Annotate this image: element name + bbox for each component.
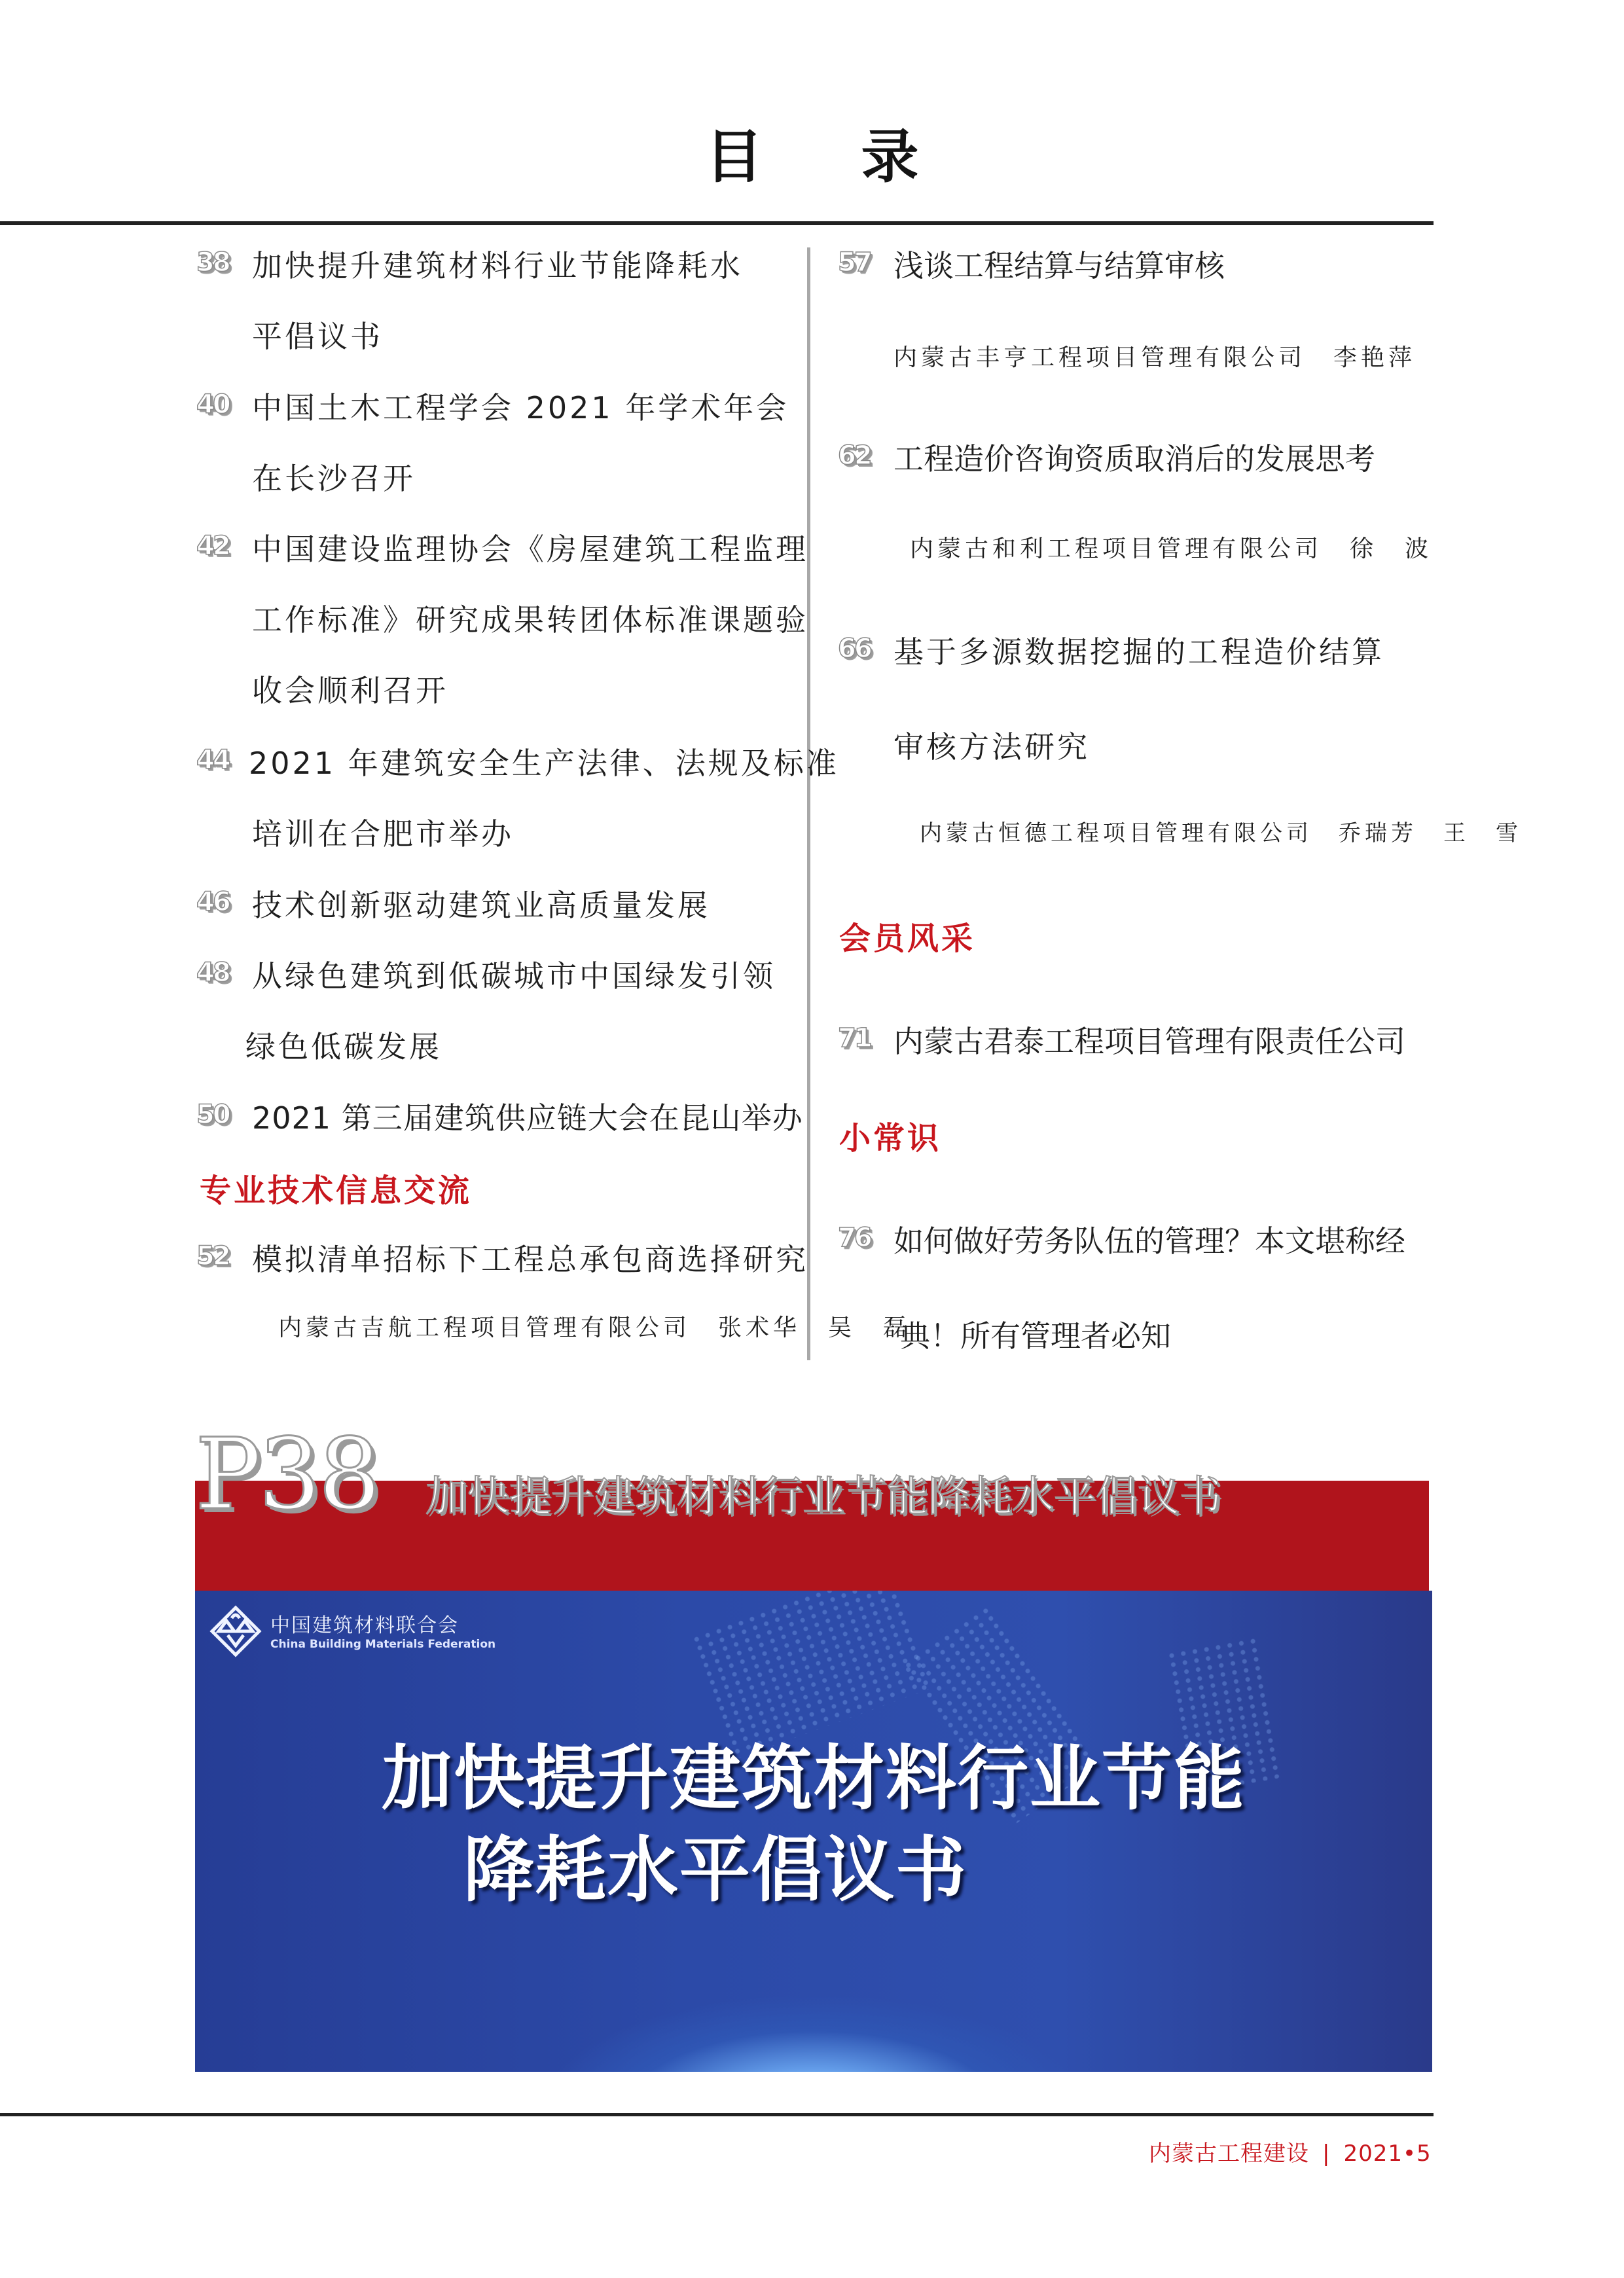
publication-name: 内蒙古工程建设 — [1149, 2141, 1309, 2167]
entry-title-line: 2021 第三届建筑供应链大会在昆山举办 — [252, 1100, 803, 1136]
federation-name-cn: 中国建筑材料联合会 — [270, 1614, 459, 1637]
entry-title-line: 内蒙古君泰工程项目管理有限责任公司 — [893, 1024, 1405, 1059]
section-heading-tips: 小常识 — [839, 1120, 942, 1157]
page-number: 71 — [838, 1023, 871, 1053]
page-number: 44 — [196, 745, 229, 775]
section-heading-members: 会员风采 — [839, 920, 976, 957]
entry-title-line: 浅谈工程结算与结算审核 — [893, 248, 1225, 283]
entry-author: 内蒙古丰亨工程项目管理有限公司 李艳萍 — [893, 344, 1416, 371]
entry-title-line: 典！所有管理者必知 — [900, 1318, 1171, 1354]
page-number: 40 — [196, 389, 229, 420]
section-heading-tech: 专业技术信息交流 — [200, 1172, 473, 1209]
page-number: 57 — [838, 247, 871, 278]
footer — [1149, 2135, 1432, 2167]
federation-name-en: China Building Materials Federation — [270, 1638, 496, 1651]
entry-title-line: 平倡议书 — [252, 319, 383, 354]
entry-title-line: 审核方法研究 — [893, 729, 1090, 765]
image-headline-line: 降耗水平倡议书 — [463, 1829, 967, 1911]
feature-image[interactable] — [195, 1591, 1432, 2072]
page-number: 66 — [838, 634, 871, 664]
page-number: 76 — [838, 1223, 871, 1253]
feature-title[interactable]: 加快提升建筑材料行业节能降耗水平倡议书 — [425, 1473, 1221, 1521]
page-number: 38 — [196, 247, 229, 278]
entry-title-line: 加快提升建筑材料行业节能降耗水 — [252, 248, 743, 283]
entry-author: 内蒙古和利工程项目管理有限公司 徐 波 — [910, 535, 1433, 562]
entry-title-line: 绿色低碳发展 — [245, 1029, 442, 1064]
issue-number: 2021•5 — [1343, 2141, 1432, 2167]
entry-title-line: 收会顺利召开 — [252, 673, 448, 708]
footer-separator: | — [1322, 2141, 1331, 2167]
entry-author: 内蒙古恒德工程项目管理有限公司 乔瑞芳 王 雪 — [920, 820, 1522, 846]
entry-title-line: 中国土木工程学会 2021 年学术年会 — [252, 390, 789, 425]
column-divider — [807, 247, 810, 1360]
entry-title-line: 如何做好劳务队伍的管理？本文堪称经 — [893, 1223, 1405, 1259]
entry-title-line: 从绿色建筑到低碳城市中国绿发引领 — [252, 958, 776, 994]
entry-title-line: 基于多源数据挖掘的工程造价结算 — [893, 634, 1384, 670]
entry-title-line: 在长沙召开 — [252, 461, 416, 496]
entry-author: 内蒙古吉航工程项目管理有限公司 张术华 吴 磊 — [278, 1314, 911, 1341]
entry-title-line: 工程造价咨询资质取消后的发展思考 — [893, 441, 1375, 477]
page-number: 46 — [196, 887, 229, 917]
page-number: 42 — [196, 531, 229, 561]
page-title: 目录 — [705, 122, 1017, 190]
page-number: 50 — [196, 1100, 229, 1130]
page-number: 62 — [838, 441, 871, 471]
entry-title-line: 模拟清单招标下工程总承包商选择研究 — [252, 1242, 808, 1277]
page-number: 52 — [196, 1241, 229, 1271]
entry-title-line: 中国建设监理协会《房屋建筑工程监理 — [252, 532, 808, 567]
page-number: 48 — [196, 958, 229, 988]
entry-title-line: 技术创新驱动建筑业高质量发展 — [252, 888, 710, 923]
entry-title-line: 工作标准》研究成果转团体标准课题验 — [252, 602, 808, 638]
image-headline-line: 加快提升建筑材料行业节能 — [381, 1737, 1246, 1820]
footer-divider — [0, 2113, 1434, 2116]
feature-page-label: P38 — [195, 1418, 378, 1532]
federation-logo-icon — [209, 1605, 262, 1657]
entry-title-line: 培训在合肥市举办 — [252, 816, 514, 852]
entry-title-line: 2021 年建筑安全生产法律、法规及标准 — [249, 746, 839, 781]
title-divider — [0, 221, 1434, 225]
